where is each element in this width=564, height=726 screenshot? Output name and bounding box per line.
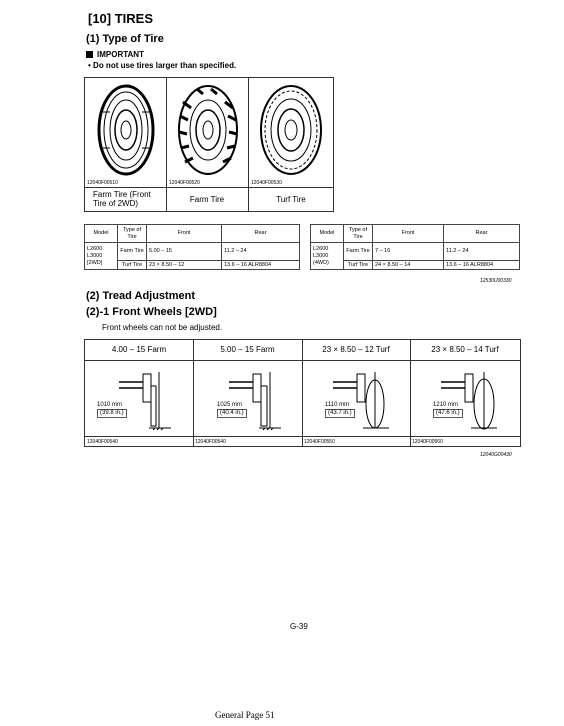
turf-tire-icon <box>257 82 325 178</box>
front-axle-turf-diagram-icon <box>329 366 393 432</box>
tread-panel <box>84 339 521 447</box>
table-row: 24 × 8.50 – 14 <box>373 261 444 270</box>
model-cell: L2600 L3000 (4WD) <box>311 243 344 270</box>
tread-dimension: 1010 mm (39.8 in.) <box>97 402 127 418</box>
figure-code: 12040F00560 <box>412 439 443 445</box>
table-row: 23 × 8.50 – 12 <box>147 261 222 270</box>
table-row: 11.2 – 24 <box>444 243 520 261</box>
type-of-tire-title: (1) Type of Tire <box>86 33 164 45</box>
tire-caption: Farm Tire (Front Tire of 2WD) <box>93 190 151 208</box>
tire-image-code: 12040F00520 <box>169 180 200 186</box>
important-text: • Do not use tires larger than specified. <box>88 61 237 70</box>
table-row: 11.2 – 24 <box>222 243 300 261</box>
table-row: Farm Tire <box>344 243 373 261</box>
front-axle-diagram-icon <box>115 366 175 432</box>
spec-table-4wd <box>310 224 520 270</box>
model-cell: L2600 L3000 [2WD] <box>85 243 118 270</box>
figure-code: 12040F00550 <box>304 439 335 445</box>
page-heading: [10] TIRES <box>88 11 154 26</box>
table-row: 13.6 – 16 ALR8804 <box>222 261 300 270</box>
table-header: Rear <box>444 225 520 243</box>
table-header: Model <box>85 225 118 243</box>
tread-subtitle: (2)-1 Front Wheels [2WD] <box>86 306 217 318</box>
tread-dimension: 1110 mm (43.7 in.) <box>325 402 355 418</box>
table-row: Turf Tire <box>344 261 373 270</box>
tread-column-label: 5.00 – 15 Farm <box>220 345 275 354</box>
tire-image-code: 12040F00530 <box>251 180 282 186</box>
tire-caption: Turf Tire <box>276 195 306 204</box>
important-icon <box>86 51 93 58</box>
tread-dimension: 1025 mm (40.4 in.) <box>217 402 247 418</box>
page-number: G-39 <box>290 622 308 631</box>
bullet-icon: • <box>88 61 91 70</box>
table-header: Front <box>373 225 444 243</box>
front-axle-diagram-icon <box>225 366 285 432</box>
tread-note: Front wheels can not be adjusted. <box>102 323 223 332</box>
tread-column-label: 23 × 8.50 – 12 Turf <box>322 345 390 354</box>
tread-column-label: 4.00 – 15 Farm <box>111 345 167 354</box>
figure-code: 12040F00540 <box>195 439 226 445</box>
tread-title: (2) Tread Adjustment <box>86 290 195 302</box>
table-row: Farm Tire <box>118 243 147 261</box>
table-header: Type of Tire <box>118 225 147 243</box>
table-header: Type of Tire <box>344 225 373 243</box>
footer-text: General Page 51 <box>215 710 275 720</box>
table-header: Model <box>311 225 344 243</box>
table-header: Front <box>147 225 222 243</box>
table-row: Turf Tire <box>118 261 147 270</box>
table-row: 7 – 16 <box>373 243 444 261</box>
tire-images-panel <box>84 77 334 212</box>
figure-code: 12530U00330 <box>480 278 512 284</box>
spec-table-2wd <box>84 224 300 270</box>
important-label: IMPORTANT <box>86 50 144 59</box>
figure-code: 12040F00540 <box>87 439 118 445</box>
front-axle-turf-diagram-icon <box>437 366 501 432</box>
tread-column-label: 23 × 8.50 – 14 Turf <box>431 345 499 354</box>
tire-image-code: 12040F00510 <box>87 180 118 186</box>
tire-caption: Farm Tire <box>189 195 225 204</box>
tread-dimension: 1210 mm (47.6 in.) <box>433 402 463 418</box>
farm-front-tire-icon <box>95 82 157 178</box>
figure-code: 12040G00430 <box>480 452 512 458</box>
table-header: Rear <box>222 225 300 243</box>
table-row: 5.00 – 15 <box>147 243 222 261</box>
table-row: 13.6 – 16 ALR8804 <box>444 261 520 270</box>
farm-tire-icon <box>175 82 241 178</box>
